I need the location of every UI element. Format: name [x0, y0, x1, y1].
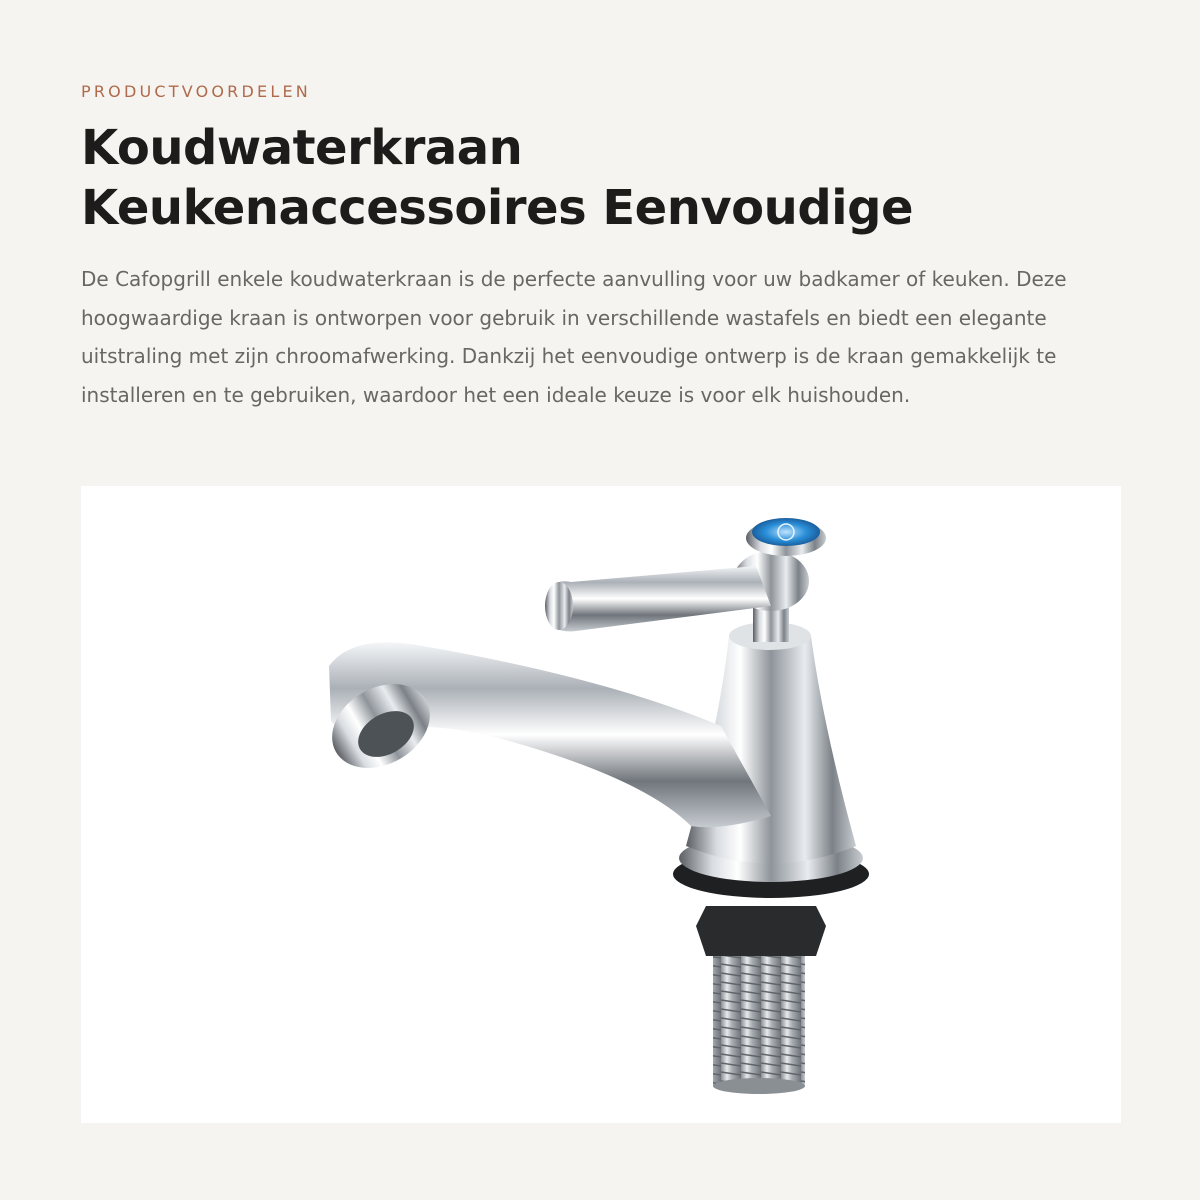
cold-indicator-icon: [752, 518, 820, 546]
faucet-icon: [81, 486, 1121, 1123]
product-title: [81, 118, 913, 238]
lever-handle: [551, 566, 771, 631]
threaded-shank: [713, 941, 805, 1086]
product-title-line-1: Koudwaterkraan: [81, 120, 523, 176]
product-description: De Cafopgrill enkele koudwaterkraan is de perfecte aanvulling voor uw badkamer of keuken. Deze hoogwaardige kraan is ontworpen voor gebruik in verschillende wastafels en biedt een elegante uitstraling met zijn chroomafwerking. Dankzij het eenvoudige ontwerp is de kraan gemakkelijk te installeren en te gebruiken, waardoor het een ideale keuze is voor elk huishouden.: [81, 267, 1067, 407]
black-nut: [696, 906, 826, 956]
product-image: [81, 486, 1121, 1123]
product-title-line-2: Keukenaccessoires Eenvoudige: [81, 180, 914, 236]
section-eyebrow: PRODUCTVOORDELEN: [81, 82, 311, 101]
